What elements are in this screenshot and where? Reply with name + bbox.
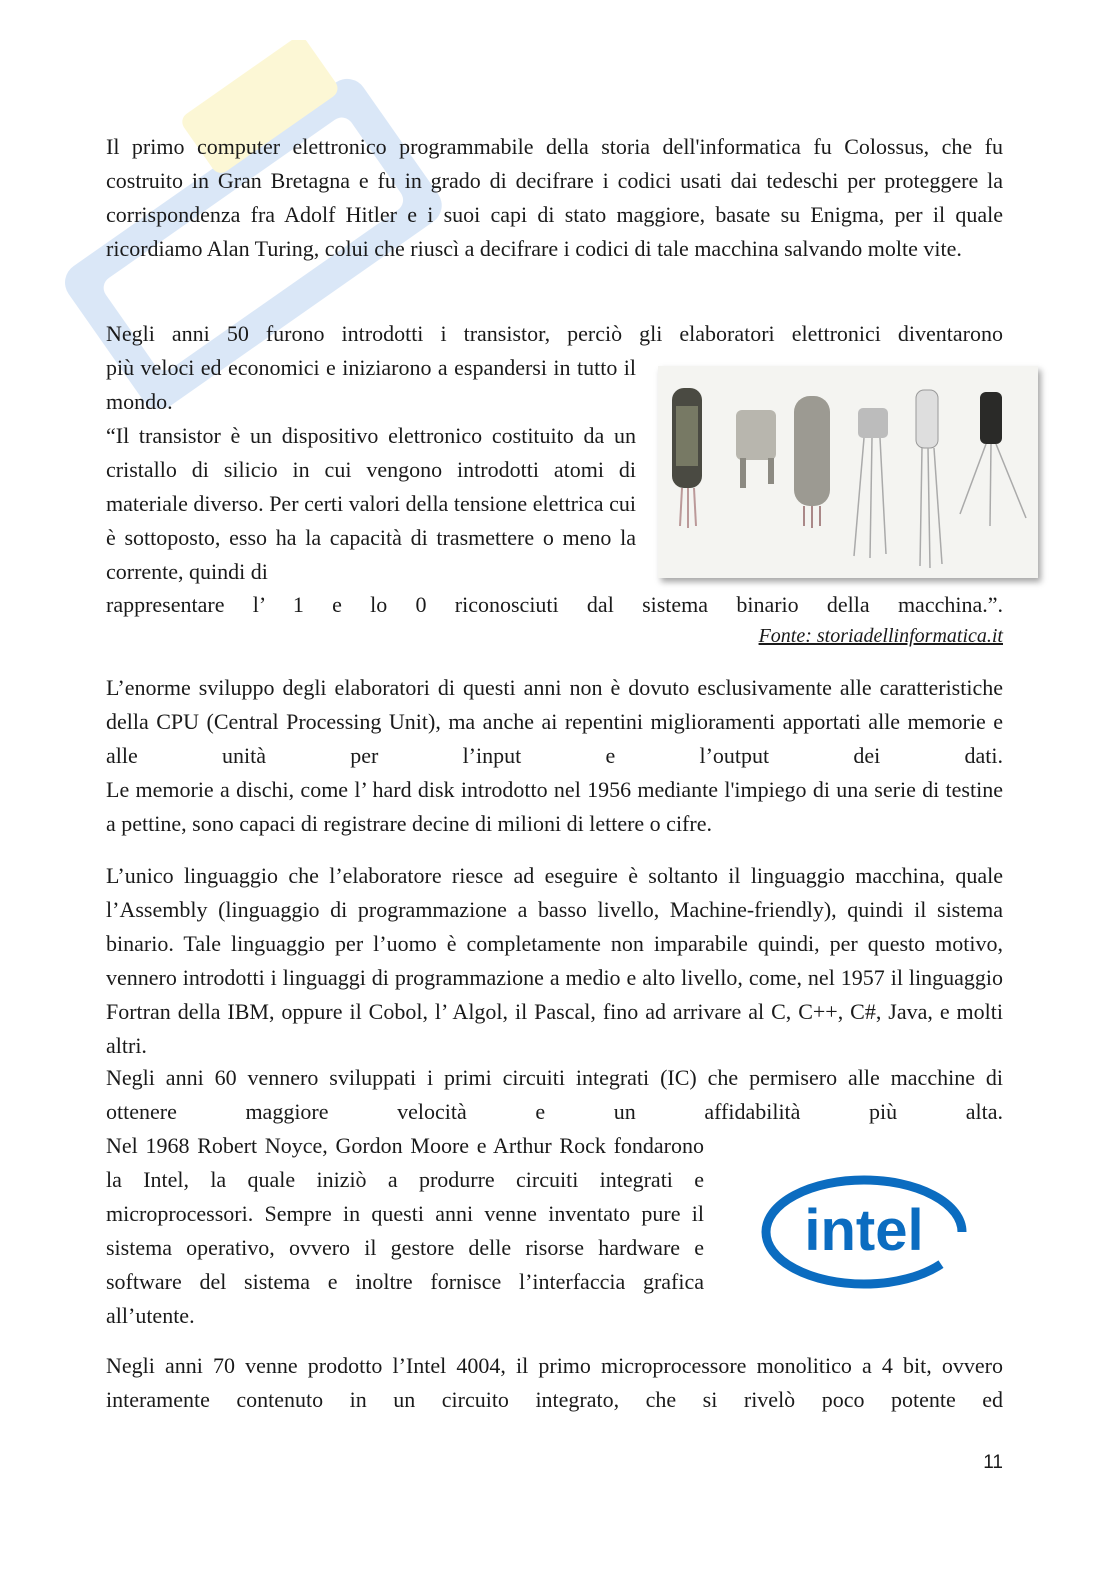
paragraph-intel-4004: Negli anni 70 venne prodotto l’Intel 4004, il primo microprocessore monolitico a 4 bit, ovvero interamente contenuto in un circuito integrato, che si rivelò poco potente ed xyxy=(106,1353,1003,1412)
paragraph-transistor-wrap: più veloci ed economici e iniziarono a espandersi in tutto il mondo. xyxy=(106,355,636,414)
paragraph-hard-disk: Le memorie a dischi, come l’ hard disk introdotto nel 1956 mediante l'impiego di una serie di testine a pettine, sono capaci di registrare decine di milioni di lettere o cifre. xyxy=(106,777,1003,836)
paragraph-colossus: Il primo computer elettronico programmabile della storia dell'informatica fu Colossus, che fu costruito in Gran Bretagna e fu in grado di decifrare i codici usati dai tedeschi per proteggere la corrispondenza fra Adolf Hitler e i suoi capi di stato maggiore, basate su Enigma, per il quale ricordiamo Alan Turing, colui che riuscì a decifrare i codici di tale macchina salvando molte vite. xyxy=(106,134,1003,261)
intel-logo xyxy=(760,1170,968,1295)
source-link[interactable]: Fonte: storiadellinformatica.it xyxy=(758,625,1003,647)
paragraph-integrated-circuits: Negli anni 60 vennero sviluppati i primi circuiti integrati (IC) che permisero alle macchine di ottenere maggiore velocità e un affidabilità più alta. xyxy=(106,1065,1003,1124)
intel-logo-text: intel xyxy=(804,1198,924,1263)
paragraph-transistor-last: rappresentare l’ 1 e lo 0 riconosciuti dal sistema binario della macchina.”. xyxy=(106,592,1003,617)
paragraph-transistor-intro: Negli anni 50 furono introdotti i transistor, perciò gli elaboratori elettronici diventarono xyxy=(106,321,1003,346)
transistors-photo xyxy=(658,366,1038,578)
page-number: 11 xyxy=(983,1452,1003,1473)
paragraph-transistor-quote: “Il transistor è un dispositivo elettronico costituito da un cristallo di silicio in cui vengono introdotti atomi di materiale diverso. Per certi valori della tensione elettrica cui è sottoposto, esso ha la capacità di trasmettere o meno la corrente, quindi di xyxy=(106,423,636,584)
paragraph-languages: L’unico linguaggio che l’elaboratore riesce ad eseguire è soltanto il linguaggio macchina, quale l’Assembly (linguaggio di programmazione a basso livello, Machine-friendly), quindi il sistema binario. Tale linguaggio per l’uomo è completamente non imparabile quindi, per questo motivo, vennero introdotti i linguaggi di programmazione a medio e alto livello, come, nel 1957 il linguaggio Fortran della IBM, oppure il Cobol, l’ Algol, il Pascal, fino ad arrivare al C, C++, C#, Java, e molti altri. xyxy=(106,863,1003,1058)
paragraph-intel-founding: Nel 1968 Robert Noyce, Gordon Moore e Arthur Rock fondarono la Intel, la quale iniziò a produrre circuiti integrati e microprocessori. Sempre in questi anni venne inventato pure il sistema operativo, ovvero il gestore delle risorse hardware e software del sistema e inoltre fornisce l’interfaccia grafica all’utente. xyxy=(106,1133,704,1328)
paragraph-cpu-evolution: L’enorme sviluppo degli elaboratori di questi anni non è dovuto esclusivamente alle caratteristiche della CPU (Central Processing Unit), ma anche ai repentini miglioramenti apportati alle memorie e alle unità per l’input e l’output dei dati. xyxy=(106,675,1003,768)
